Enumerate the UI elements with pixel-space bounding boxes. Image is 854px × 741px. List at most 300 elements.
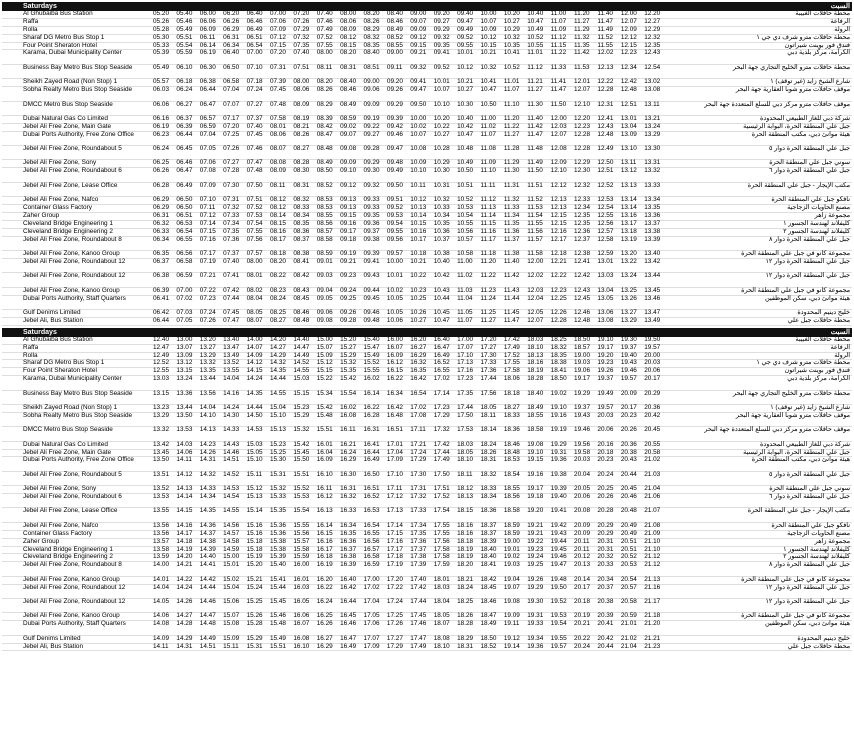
departure-times xyxy=(153,183,689,190)
time-cell: 10.43 xyxy=(433,286,450,294)
time-cell: 21.04 xyxy=(644,485,661,493)
time-cell: 09.09 xyxy=(340,159,357,167)
time-cell: 16.29 xyxy=(410,351,427,359)
time-cell: 14.21 xyxy=(176,561,193,569)
time-cell: 15.09 xyxy=(316,351,333,359)
stop-name-en: Jebel Ali Free Zone, Roundabout 12 xyxy=(23,583,126,591)
time-cell: 14.35 xyxy=(269,367,286,375)
time-cell: 18.11 xyxy=(480,411,496,419)
time-cell: 16.10 xyxy=(316,470,333,478)
time-cell: 15.20 xyxy=(246,561,263,569)
time-cell: 15.57 xyxy=(293,537,310,545)
time-cell: 08.37 xyxy=(293,235,310,243)
time-cell: 10.20 xyxy=(503,10,520,17)
time-cell: 18.49 xyxy=(527,403,544,411)
time-cell: 09.22 xyxy=(363,122,380,130)
time-cell: 19.00 xyxy=(503,537,520,545)
time-cell: 16.25 xyxy=(316,612,333,620)
time-cell: 13.12 xyxy=(176,359,193,367)
time-cell: 21.08 xyxy=(644,521,661,529)
time-cell: 16.31 xyxy=(363,426,380,434)
time-cell: 18.18 xyxy=(503,389,520,397)
time-cell: 10.41 xyxy=(503,49,520,57)
stop-name-en: Dubai Ports Authority, Free Zone Office xyxy=(23,130,134,138)
time-cell: 14.18 xyxy=(176,537,193,545)
time-cell: 18.41 xyxy=(550,367,567,375)
time-cell: 09.00 xyxy=(363,78,380,86)
time-cell: 08.50 xyxy=(316,167,333,175)
time-cell: 20.44 xyxy=(597,642,614,650)
time-cell: 14.49 xyxy=(199,634,216,642)
time-cell: 08.07 xyxy=(269,145,286,153)
time-cell: 11.00 xyxy=(480,114,496,122)
time-cell: 16.54 xyxy=(363,521,380,529)
time-cell: 09.35 xyxy=(363,211,380,219)
time-cell: 11.33 xyxy=(550,63,567,71)
time-cell: 15.49 xyxy=(269,634,286,642)
stop-name-en: Sheikh Zayed Road (Non Stop) 1 xyxy=(23,78,118,86)
time-cell: 14.24 xyxy=(223,403,240,411)
time-cell: 10.54 xyxy=(457,211,474,219)
time-cell: 12.15 xyxy=(620,41,637,49)
time-cell: 08.40 xyxy=(386,10,403,17)
time-cell: 09.17 xyxy=(340,227,357,235)
time-cell: 20.58 xyxy=(620,597,637,605)
timetable xyxy=(2,2,852,651)
time-cell: 08.34 xyxy=(293,211,310,219)
time-cell: 11.12 xyxy=(550,33,567,41)
time-cell: 15.15 xyxy=(316,367,333,375)
time-cell: 13.44 xyxy=(199,375,216,383)
time-cell: 06.19 xyxy=(153,122,169,130)
time-cell: 11.55 xyxy=(527,219,543,227)
time-cell: 15.13 xyxy=(246,493,263,501)
stop-name-en: Jebel Ali Free Zone, Kanoo Group xyxy=(23,286,120,294)
time-cell: 16.55 xyxy=(433,367,450,375)
time-cell: 20.49 xyxy=(620,529,637,537)
time-cell: 20.46 xyxy=(620,493,637,501)
time-cell: 20.05 xyxy=(574,485,591,493)
time-cell: 09.27 xyxy=(363,130,380,138)
time-cell: 20.57 xyxy=(620,583,637,591)
departure-times xyxy=(153,27,689,34)
time-cell: 12.29 xyxy=(644,25,661,33)
time-cell: 08.49 xyxy=(340,100,357,108)
time-cell: 21.12 xyxy=(644,553,661,561)
time-cell: 09.47 xyxy=(457,17,474,25)
time-cell: 10.07 xyxy=(410,130,427,138)
time-cell: 15.07 xyxy=(223,612,240,620)
stop-name-ar: محطة حافلات جبل علي xyxy=(787,316,850,324)
time-cell: 16.56 xyxy=(363,537,380,545)
time-cell: 11.50 xyxy=(550,100,567,108)
time-cell: 14.00 xyxy=(246,335,263,343)
time-cell: 14.53 xyxy=(246,426,263,434)
time-cell: 15.01 xyxy=(223,561,240,569)
section-title-ar: السبت xyxy=(830,328,850,336)
table-row xyxy=(2,318,852,326)
time-cell: 10.52 xyxy=(527,33,544,41)
time-cell: 13.14 xyxy=(620,204,637,212)
time-cell: 08.19 xyxy=(293,114,310,122)
time-cell: 09.26 xyxy=(340,308,357,316)
time-cell: 15.48 xyxy=(316,411,333,419)
time-cell: 16.44 xyxy=(340,597,357,605)
table-row xyxy=(2,116,852,124)
time-cell: 11.52 xyxy=(597,33,613,41)
time-cell: 18.27 xyxy=(503,403,520,411)
time-cell: 14.23 xyxy=(199,440,216,448)
time-cell: 16.26 xyxy=(316,620,333,628)
time-cell: 18.54 xyxy=(503,470,520,478)
table-row xyxy=(2,288,852,296)
time-cell: 17.14 xyxy=(386,521,403,529)
departure-times xyxy=(153,124,689,131)
time-cell: 20.36 xyxy=(644,403,661,411)
time-cell: 16.57 xyxy=(363,545,380,553)
time-cell: 06.31 xyxy=(153,211,169,219)
time-cell: 13.15 xyxy=(153,389,169,397)
time-cell: 14.50 xyxy=(246,411,263,419)
time-cell: 19.06 xyxy=(574,367,591,375)
time-cell: 15.12 xyxy=(316,359,333,367)
time-cell: 07.02 xyxy=(176,294,193,302)
time-cell: 06.06 xyxy=(153,100,169,108)
time-cell: 07.31 xyxy=(223,196,240,204)
time-cell: 12.15 xyxy=(550,211,567,219)
time-cell: 14.09 xyxy=(246,351,263,359)
time-cell: 17.24 xyxy=(410,448,427,456)
time-cell: 20.51 xyxy=(620,537,637,545)
time-cell: 08.15 xyxy=(269,219,286,227)
stop-name-en: Cleveland Bridge Engineering 2 xyxy=(23,553,113,561)
time-cell: 16.52 xyxy=(433,359,450,367)
time-cell: 09.19 xyxy=(363,114,380,122)
time-cell: 15.18 xyxy=(246,545,263,553)
stop-name-ar: مجموعة كانو في جبل علي المنطقة الحرة xyxy=(741,249,850,257)
time-cell: 14.15 xyxy=(176,507,193,515)
time-cell: 06.58 xyxy=(176,257,193,265)
time-cell: 10.40 xyxy=(527,10,544,17)
stop-name-ar: الرفاعة xyxy=(830,17,850,25)
time-cell: 10.33 xyxy=(433,204,450,212)
time-cell: 18.31 xyxy=(457,642,474,650)
time-cell: 12.28 xyxy=(550,316,567,324)
time-cell: 06.00 xyxy=(199,10,216,17)
time-cell: 09.33 xyxy=(363,204,380,212)
time-cell: 07.35 xyxy=(293,41,310,49)
time-cell: 10.00 xyxy=(410,114,427,122)
table-row xyxy=(2,360,852,368)
time-cell: 12.22 xyxy=(550,272,567,280)
time-cell: 06.33 xyxy=(153,227,169,235)
time-cell: 07.22 xyxy=(199,286,216,294)
time-cell: 17.31 xyxy=(410,485,427,493)
time-cell: 09.36 xyxy=(363,219,380,227)
time-cell: 06.40 xyxy=(223,49,240,57)
time-cell: 08.21 xyxy=(293,122,310,130)
time-cell: 06.09 xyxy=(199,25,216,33)
time-cell: 18.36 xyxy=(480,507,497,515)
time-cell: 07.50 xyxy=(246,181,263,189)
time-cell: 10.35 xyxy=(503,41,520,49)
time-cell: 09.41 xyxy=(363,257,380,265)
table-row xyxy=(2,296,852,310)
time-cell: 12.12 xyxy=(620,33,637,41)
time-cell: 09.20 xyxy=(433,10,450,17)
time-cell: 06.37 xyxy=(176,114,193,122)
time-cell: 07.51 xyxy=(293,63,310,71)
time-cell: 08.59 xyxy=(340,114,357,122)
time-cell: 13.55 xyxy=(223,367,240,375)
time-cell: 13.58 xyxy=(153,545,169,553)
table-row xyxy=(2,599,852,613)
time-cell: 19.10 xyxy=(527,448,544,456)
time-cell: 08.06 xyxy=(340,17,357,25)
time-cell: 06.44 xyxy=(199,86,216,94)
time-cell: 20.08 xyxy=(574,507,591,515)
table-row xyxy=(2,368,852,376)
time-cell: 13.42 xyxy=(644,257,661,265)
table-row xyxy=(2,183,852,197)
time-cell: 14.11 xyxy=(176,456,192,464)
time-cell: 10.41 xyxy=(480,78,497,86)
time-cell: 13.14 xyxy=(620,196,637,204)
time-cell: 10.48 xyxy=(457,145,474,153)
time-cell: 17.44 xyxy=(433,448,450,456)
time-cell: 15.34 xyxy=(316,389,333,397)
time-cell: 15.40 xyxy=(269,561,286,569)
time-cell: 20.44 xyxy=(620,470,637,478)
time-cell: 08.24 xyxy=(269,294,286,302)
time-cell: 16.53 xyxy=(363,507,380,515)
time-cell: 13.19 xyxy=(620,235,637,243)
time-cell: 17.51 xyxy=(433,485,450,493)
time-cell: 13.13 xyxy=(620,181,637,189)
time-cell: 10.53 xyxy=(457,204,474,212)
time-cell: 19.02 xyxy=(503,553,520,561)
time-cell: 06.16 xyxy=(153,114,169,122)
time-cell: 09.48 xyxy=(386,159,403,167)
time-cell: 19.20 xyxy=(597,351,614,359)
time-cell: 13.29 xyxy=(153,411,169,419)
time-cell: 13.42 xyxy=(153,440,169,448)
time-cell: 15.42 xyxy=(340,375,357,383)
time-cell: 20.06 xyxy=(644,367,661,375)
time-cell: 14.09 xyxy=(153,634,169,642)
stop-name-en: Sobha Realty Metro Bus Stop Seaside xyxy=(23,411,133,419)
time-cell: 07.57 xyxy=(246,249,263,257)
time-cell: 11.34 xyxy=(503,211,520,219)
stop-name-en: Business Bay Metro Bus Stop Seaside xyxy=(23,63,133,71)
departure-times xyxy=(153,11,689,18)
time-cell: 11.48 xyxy=(527,145,543,153)
time-cell: 19.45 xyxy=(550,545,567,553)
time-cell: 16.12 xyxy=(316,493,333,501)
time-cell: 14.16 xyxy=(223,389,240,397)
time-cell: 10.02 xyxy=(410,122,427,130)
time-cell: 09.11 xyxy=(386,63,403,71)
time-cell: 14.24 xyxy=(176,583,193,591)
time-cell: 09.53 xyxy=(386,211,403,219)
time-cell: 20.29 xyxy=(597,529,614,537)
time-cell: 06.10 xyxy=(176,63,193,71)
table-row xyxy=(2,132,852,146)
time-cell: 16.35 xyxy=(410,367,427,375)
time-cell: 10.45 xyxy=(433,308,450,316)
time-cell: 12.08 xyxy=(550,145,567,153)
table-row xyxy=(2,621,852,635)
time-cell: 13.36 xyxy=(644,211,661,219)
time-cell: 11.02 xyxy=(480,122,496,130)
time-cell: 13.11 xyxy=(644,100,660,108)
time-cell: 11.35 xyxy=(574,41,590,49)
time-cell: 07.35 xyxy=(223,227,240,235)
time-cell: 14.55 xyxy=(269,389,286,397)
time-cell: 13.05 xyxy=(597,294,614,302)
time-cell: 10.15 xyxy=(410,219,427,227)
time-cell: 06.50 xyxy=(223,63,240,71)
time-cell: 14.40 xyxy=(199,553,216,561)
stop-name-en: Jebel Ali Free Zone, Roundabout 6 xyxy=(23,493,122,501)
time-cell: 16.29 xyxy=(340,456,357,464)
time-cell: 19.36 xyxy=(527,642,544,650)
departure-times xyxy=(153,259,689,266)
time-cell: 12.28 xyxy=(574,130,591,138)
time-cell: 06.46 xyxy=(246,17,263,25)
time-cell: 16.47 xyxy=(340,634,357,642)
time-cell: 18.56 xyxy=(503,493,520,501)
time-cell: 21.04 xyxy=(620,642,637,650)
time-cell: 11.22 xyxy=(480,272,496,280)
time-cell: 17.18 xyxy=(386,553,403,561)
time-cell: 09.09 xyxy=(410,25,427,33)
stop-name-en: Al Ghubaiba Bus Station xyxy=(23,10,93,17)
time-cell: 07.11 xyxy=(199,204,216,212)
time-cell: 16.49 xyxy=(433,351,450,359)
time-cell: 13.01 xyxy=(620,114,637,122)
time-cell: 13.59 xyxy=(153,553,169,561)
time-cell: 19.11 xyxy=(503,620,520,628)
time-cell: 10.22 xyxy=(410,272,427,280)
time-cell: 18.07 xyxy=(433,620,450,628)
time-cell: 11.54 xyxy=(527,211,543,219)
time-cell: 13.21 xyxy=(644,114,661,122)
time-cell: 11.12 xyxy=(480,196,496,204)
time-cell: 18.48 xyxy=(503,448,520,456)
time-cell: 10.52 xyxy=(503,63,520,71)
time-cell: 11.42 xyxy=(574,49,590,57)
time-cell: 17.42 xyxy=(503,335,520,343)
time-cell: 12.07 xyxy=(550,130,567,138)
time-cell: 07.20 xyxy=(223,122,240,130)
time-cell: 11.23 xyxy=(480,286,496,294)
table-row xyxy=(2,273,852,287)
time-cell: 16.35 xyxy=(340,529,357,537)
stop-name-ar: محطة حافلات مترو شرف دي جي ١ xyxy=(756,33,850,41)
time-cell: 10.30 xyxy=(457,100,474,108)
time-cell: 21.06 xyxy=(644,493,661,501)
time-cell: 07.52 xyxy=(246,204,263,212)
time-cell: 06.46 xyxy=(176,159,193,167)
time-cell: 13.20 xyxy=(620,249,637,257)
time-cell: 11.14 xyxy=(480,211,496,219)
time-cell: 14.46 xyxy=(199,597,216,605)
time-cell: 14.55 xyxy=(223,507,240,515)
time-cell: 20.19 xyxy=(574,612,591,620)
time-cell: 17.29 xyxy=(386,642,403,650)
time-cell: 12.33 xyxy=(574,196,591,204)
time-cell: 12.37 xyxy=(574,235,591,243)
stop-name-ar: شركة دبي للغاز الطبيعي المحدودة xyxy=(760,114,850,122)
time-cell: 09.32 xyxy=(410,63,427,71)
time-cell: 11.20 xyxy=(480,257,496,265)
time-cell: 19.09 xyxy=(503,612,520,620)
time-cell: 16.00 xyxy=(386,335,403,343)
time-cell: 18.19 xyxy=(457,545,474,553)
time-cell: 18.19 xyxy=(527,367,544,375)
time-cell: 07.06 xyxy=(269,17,286,25)
time-cell: 08.17 xyxy=(269,235,286,243)
time-cell: 15.38 xyxy=(269,545,286,553)
time-cell: 07.55 xyxy=(316,41,333,49)
time-cell: 20.58 xyxy=(644,448,661,456)
time-cell: 18.03 xyxy=(433,583,450,591)
time-cell: 19.19 xyxy=(550,426,567,434)
stop-name-ar: موقف حافلات مترو شوبا العقارية جهة البحر xyxy=(735,86,850,94)
time-cell: 09.07 xyxy=(410,17,427,25)
stop-name-en: Jebel Ali Free Zone, Roundabout 12 xyxy=(23,257,126,265)
time-cell: 13.09 xyxy=(620,130,637,138)
time-cell: 17.35 xyxy=(410,529,427,537)
stop-name-en: Rolla xyxy=(23,25,38,33)
time-cell: 14.19 xyxy=(176,545,193,553)
departure-times xyxy=(153,539,689,546)
stop-name-en: Zaher Group xyxy=(23,537,60,545)
time-cell: 15.26 xyxy=(246,612,263,620)
time-cell: 13.03 xyxy=(153,375,169,383)
departure-times xyxy=(153,585,689,592)
time-cell: 18.53 xyxy=(503,456,520,464)
table-row xyxy=(2,221,852,229)
time-cell: 09.09 xyxy=(363,100,380,108)
time-cell: 15.52 xyxy=(363,359,380,367)
stop-name-ar: نافكو جبل علي المنطقة الحرة xyxy=(771,521,850,529)
time-cell: 08.43 xyxy=(293,286,310,294)
table-row xyxy=(2,636,852,644)
departure-times xyxy=(153,35,689,42)
time-cell: 08.08 xyxy=(269,159,286,167)
departure-times xyxy=(153,79,689,86)
time-cell: 14.04 xyxy=(223,375,240,383)
table-row xyxy=(2,197,852,205)
time-cell: 13.32 xyxy=(199,359,216,367)
time-cell: 15.32 xyxy=(269,485,286,493)
time-cell: 17.10 xyxy=(457,351,474,359)
section-header xyxy=(2,328,852,337)
time-cell: 15.51 xyxy=(269,642,286,650)
time-cell: 15.09 xyxy=(223,634,240,642)
time-cell: 10.31 xyxy=(433,181,450,189)
time-cell: 08.31 xyxy=(340,63,357,71)
stop-name-ar: مجموعة كانو في جبل علي المنطقة الحرة xyxy=(741,286,850,294)
departure-times xyxy=(153,345,689,352)
time-cell: 20.43 xyxy=(620,456,637,464)
time-cell: 11.09 xyxy=(550,25,567,33)
time-cell: 09.50 xyxy=(410,100,427,108)
time-cell: 18.50 xyxy=(574,335,591,343)
time-cell: 16.24 xyxy=(316,597,333,605)
